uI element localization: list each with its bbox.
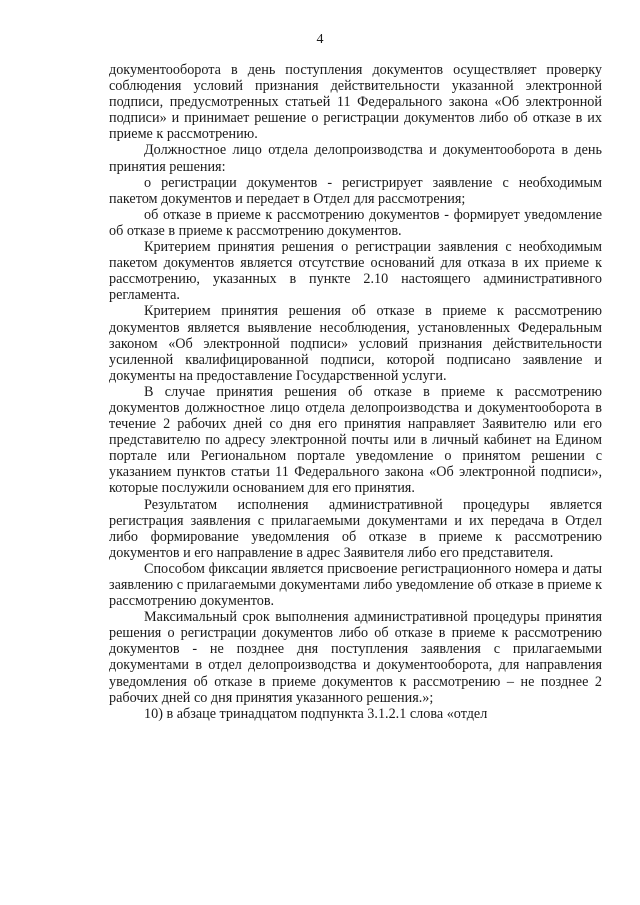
page-number: 4 <box>316 32 324 47</box>
paragraph: Критерием принятия решения об отказе в приеме к рассмотрению документов является выявление несоблюдения, установленных Федеральным законом «Об электронной подписи» условий признания действительности усиленной квалифицированной подписи, которой подписано заявление и документы на предоставление Государственной услуги. <box>109 303 602 384</box>
paragraph: В случае принятия решения об отказе в приеме к рассмотрению документов должностное лицо отдела делопроизводства и документооборота в течение 2 рабочих дней со дня его принятия направляет Заявителю или его представителю по адресу электронной почты или в личный кабинет на Едином портале или Региональном портале уведомление о принятом решении с указанием пунктов статьи 11 Федерального закона «Об электронной подписи», которые послужили основанием для его принятия. <box>109 383 602 497</box>
paragraph: Критерием принятия решения о регистрации заявления с необходимым пакетом документов является отсутствие оснований для отказа в их приеме к рассмотрению, указанных в пункте 2.10 настоящего административного регламента. <box>109 239 602 304</box>
paragraph: Максимальный срок выполнения административной процедуры принятия решения о регистрации документов либо об отказе в приеме к рассмотрению документов - не позднее дня поступления заявления с прилагаемыми документами в отдел делопроизводства и документооборота, для направления уведомления об отказе в приеме документов к рассмотрению – не позднее 2 рабочих дней со дня принятия указанного решения.»; <box>109 609 602 706</box>
paragraph: Способом фиксации является присвоение регистрационного номера и даты заявлению с прилагаемыми документами либо уведомление об отказе в приеме к рассмотрению документов. <box>109 560 602 610</box>
paragraph: Должностное лицо отдела делопроизводства и документооборота в день принятия решения: <box>109 142 602 175</box>
paragraph: Результатом исполнения административной процедуры является регистрация заявления с прилагаемыми документами и их передача в Отдел либо формирование уведомления об отказе в приеме к рассмотрению документов и его направление в адрес Заявителя либо его представителя. <box>109 496 602 561</box>
paragraph: 10) в абзаце тринадцатом подпункта 3.1.2.1 слова «отдел <box>144 705 488 722</box>
paragraph: об отказе в приеме к рассмотрению документов - формирует уведомление об отказе в приеме к рассмотрению документов. <box>109 206 602 239</box>
paragraph: документооборота в день поступления документов осуществляет проверку соблюдения условий признания действительности указанной электронной подписи, предусмотренных статьей 11 Федерального закона «Об электронной подписи» и принимает решение о регистрации документов либо об отказе в их приеме к рассмотрению. <box>109 62 602 143</box>
document-body <box>109 62 602 722</box>
paragraph: о регистрации документов - регистрирует заявление с необходимым пакетом документов и передает в Отдел для рассмотрения; <box>109 174 602 207</box>
